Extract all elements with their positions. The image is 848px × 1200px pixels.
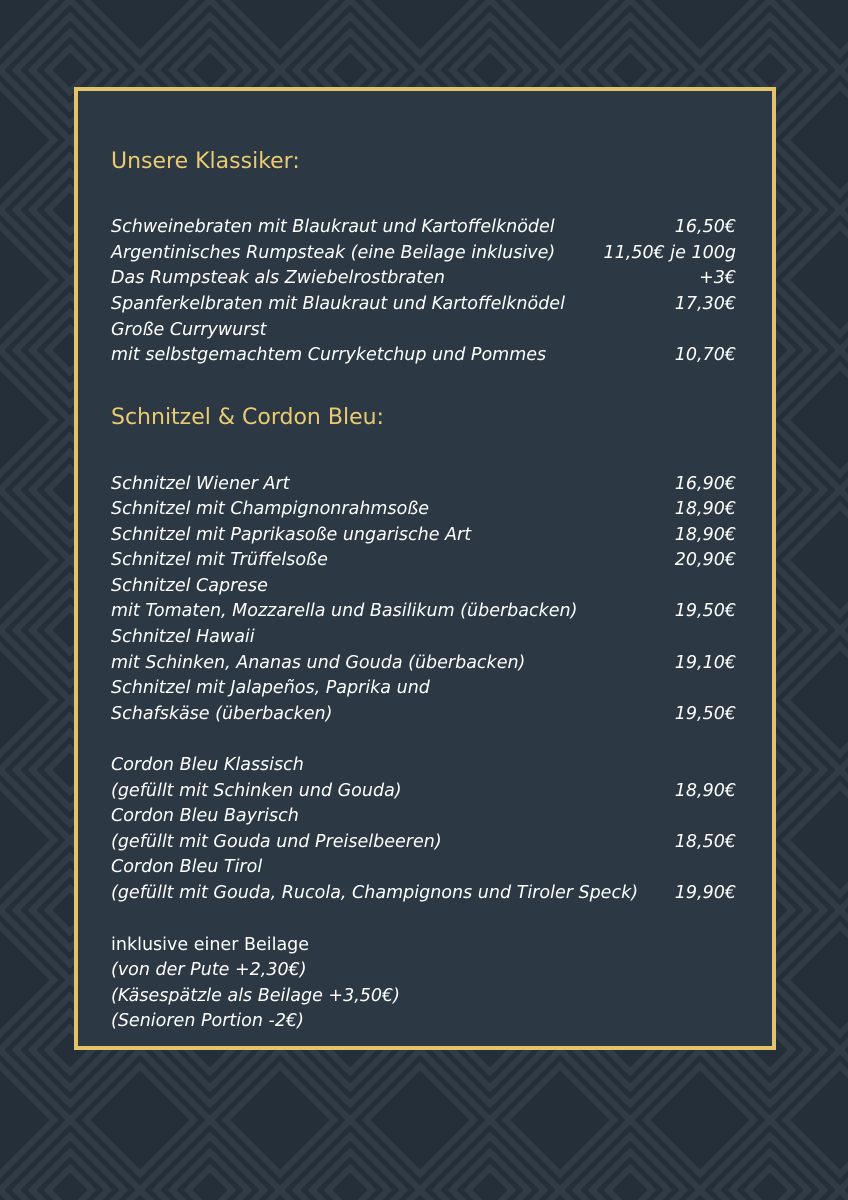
- notes-label-line: [111, 933, 736, 958]
- note-line: [111, 1009, 736, 1034]
- menu-card: [74, 87, 776, 1050]
- menu-line: [111, 574, 736, 599]
- note-line: [111, 984, 736, 1009]
- dish-name: Schafskäse (überbacken): [111, 704, 333, 724]
- dish-name: Schnitzel mit Paprikasoße ungarische Art: [111, 525, 472, 545]
- menu-line: [111, 548, 736, 573]
- dish-name: mit selbstgemachtem Curryketchup und Pommes: [111, 345, 547, 365]
- dish-name: Schnitzel mit Champignonrahmsoße: [111, 499, 430, 519]
- menu-line: [111, 523, 736, 548]
- dish-name: Cordon Bleu Bayrisch: [111, 806, 299, 826]
- menu-line: [111, 318, 736, 343]
- menu-line: [111, 292, 736, 317]
- dish-price: 11,50€ je 100g: [603, 243, 736, 263]
- dish-price: 18,50€: [674, 832, 736, 852]
- dish-price: 19,50€: [674, 704, 736, 724]
- menu-line: [111, 651, 736, 676]
- notes-label: inklusive einer Beilage: [111, 935, 310, 955]
- dish-name: (gefüllt mit Gouda, Rucola, Champignons und Tiroler Speck): [111, 883, 639, 903]
- menu-line: [111, 779, 736, 804]
- note-text: (Käsespätzle als Beilage +3,50€): [111, 986, 400, 1006]
- dish-name: Cordon Bleu Tirol: [111, 857, 263, 877]
- note-text: (von der Pute +2,30€): [111, 960, 307, 980]
- dish-price: 19,50€: [674, 601, 736, 621]
- dish-name: Argentinisches Rumpsteak (eine Beilage inklusive): [111, 243, 556, 263]
- dish-name: (gefüllt mit Schinken und Gouda): [111, 781, 402, 801]
- dish-name: mit Tomaten, Mozzarella und Basilikum (überbacken): [111, 601, 578, 621]
- dish-price: 19,90€: [674, 883, 736, 903]
- note-text: (Senioren Portion -2€): [111, 1011, 304, 1031]
- dish-name: Spanferkelbraten mit Blaukraut und Kartoffelknödel: [111, 294, 565, 314]
- menu-line: [111, 266, 736, 291]
- menu-line: [111, 599, 736, 624]
- section-heading-schnitzel: Schnitzel & Cordon Bleu:: [111, 405, 384, 430]
- dish-price: 18,90€: [674, 525, 736, 545]
- dish-name: Schnitzel mit Trüffelsoße: [111, 550, 328, 570]
- menu-line: [111, 215, 736, 240]
- dish-name: Das Rumpsteak als Zwiebelrostbraten: [111, 268, 446, 288]
- menu-line: [111, 472, 736, 497]
- dish-name: Cordon Bleu Klassisch: [111, 755, 304, 775]
- dish-name: Große Currywurst: [111, 320, 267, 340]
- section-heading-klassiker: Unsere Klassiker:: [111, 149, 300, 174]
- dish-name: Schnitzel mit Jalapeños, Paprika und: [111, 678, 430, 698]
- menu-line: [111, 804, 736, 829]
- dish-price: 16,50€: [674, 217, 736, 237]
- dish-price: 10,70€: [674, 345, 736, 365]
- menu-line: [111, 753, 736, 778]
- menu-line: [111, 830, 736, 855]
- dish-name: (gefüllt mit Gouda und Preiselbeeren): [111, 832, 442, 852]
- dish-price: 18,90€: [674, 499, 736, 519]
- dish-price: +3€: [699, 268, 736, 288]
- menu-line: [111, 676, 736, 701]
- dish-name: mit Schinken, Ananas und Gouda (überbacken): [111, 653, 526, 673]
- menu-line: [111, 855, 736, 880]
- note-line: [111, 958, 736, 983]
- menu-line: [111, 625, 736, 650]
- dish-name: Schnitzel Caprese: [111, 576, 268, 596]
- dish-name: Schnitzel Hawaii: [111, 627, 255, 647]
- menu-line: [111, 702, 736, 727]
- menu-line: [111, 343, 736, 368]
- dish-price: 17,30€: [674, 294, 736, 314]
- dish-name: Schweinebraten mit Blaukraut und Kartoffelknödel: [111, 217, 555, 237]
- dish-price: 19,10€: [674, 653, 736, 673]
- dish-price: 18,90€: [674, 781, 736, 801]
- dish-name: Schnitzel Wiener Art: [111, 474, 290, 494]
- dish-price: 16,90€: [674, 474, 736, 494]
- dish-price: 20,90€: [674, 550, 736, 570]
- menu-line: [111, 241, 736, 266]
- menu-line: [111, 497, 736, 522]
- menu-line: [111, 881, 736, 906]
